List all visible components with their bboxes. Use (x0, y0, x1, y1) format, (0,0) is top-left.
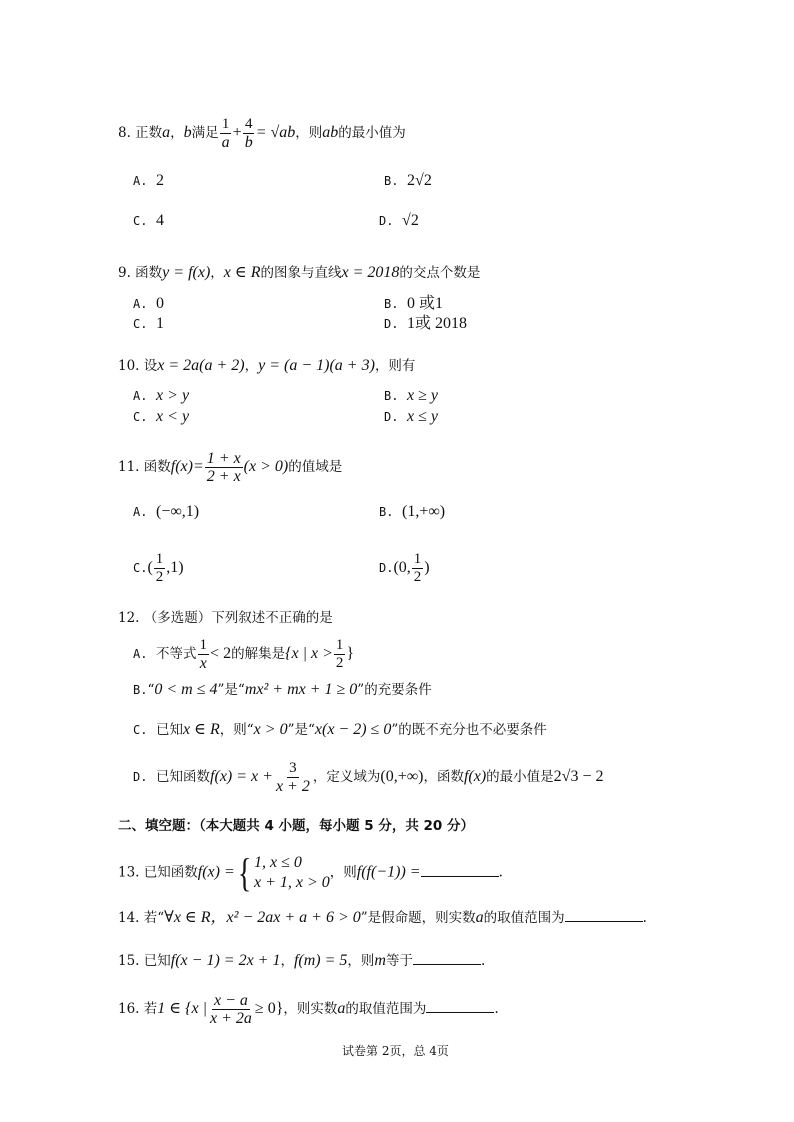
q9-option-a (133, 293, 164, 315)
option-value: 0 (156, 295, 165, 312)
text: ”是“ (217, 682, 245, 698)
text: . (494, 1001, 499, 1017)
frac-num: 1 (155, 551, 164, 567)
frac-num: 1 (199, 637, 208, 653)
q11-option-a (133, 501, 199, 523)
q12-option-a (133, 637, 354, 672)
fraction-1-over-2 (334, 637, 346, 672)
frac-den: 2 (413, 569, 422, 585)
option-value: √2 (402, 212, 419, 229)
q11-fx: f(x)= (170, 458, 204, 475)
option-value: x < y (156, 408, 190, 425)
q8-plus: + (232, 124, 242, 141)
q11-fraction (205, 450, 243, 485)
piecewise-brace (235, 850, 330, 895)
q10-x-expr: x = 2a(a + 2) (157, 357, 245, 374)
math: x(x − 2) ≤ 0 (314, 721, 392, 738)
section-2-heading: 二、填空题：（本大题共 4 小题，每小题 5 分，共 20 分） (118, 818, 475, 834)
ineq: < 2 (210, 645, 232, 662)
q12-option-c (133, 719, 547, 741)
text: ”的既不充分也不必要条件 (391, 722, 547, 738)
math: a (475, 909, 484, 926)
option-value: x ≥ y (407, 387, 439, 404)
option-value: x > y (156, 387, 190, 404)
q11-stem (118, 450, 342, 485)
option-letter: C. (133, 723, 148, 737)
math: 1 ∈ {x | (157, 1000, 208, 1017)
text: “ (147, 682, 155, 698)
q12-option-d (133, 760, 603, 795)
text: 15. 已知 (118, 953, 171, 969)
option-value: 2 (156, 172, 165, 189)
option-value: 2√2 (407, 172, 432, 189)
option-letter: A. (133, 174, 148, 188)
answer-blank[interactable] (413, 950, 481, 965)
option-letter: C. (133, 317, 148, 331)
option-letter: B. (384, 389, 399, 403)
q9-text-suffix: 的交点个数是 (399, 265, 481, 281)
fraction-inequality (208, 992, 254, 1027)
q11-option-d (379, 551, 430, 586)
q9-option-c (133, 313, 164, 335)
fraction-1-over-x (198, 637, 210, 672)
q9-sep: ， (210, 265, 224, 281)
option-value: (1,+∞) (402, 503, 446, 520)
q10-option-a (133, 385, 189, 407)
text: . (642, 910, 647, 926)
option-letter: A. (133, 505, 148, 519)
math: f(x − 1) = 2x + 1 (170, 952, 281, 969)
text: . (480, 953, 486, 969)
option-letter: C. (133, 561, 148, 575)
math: mx² + mx + 1 ≥ 0 (244, 681, 358, 698)
option-letter: D. (379, 561, 394, 575)
math: (0,+∞) (380, 768, 424, 785)
math: ∀x ∈ R，x² − 2ax + a + 6 > 0 (164, 909, 361, 926)
q10-sep: ， (244, 358, 259, 374)
frac-num: x − a (214, 992, 248, 1009)
q8-text-suffix: 的最小值为 (338, 125, 406, 141)
q10-stem (118, 355, 415, 377)
q11-text-prefix: 11. 函数 (118, 459, 171, 475)
q11-option-c (133, 551, 184, 586)
q11-frac-num: 1 + x (206, 450, 241, 467)
text: 14. 若“ (118, 910, 165, 926)
q12-stem: 12. （多选题）下列叙述不正确的是 (118, 610, 333, 626)
q10-option-d (384, 406, 438, 428)
q9-stem (118, 262, 480, 284)
text: ，函数 (423, 769, 464, 785)
q10-text-prefix: 10. 设 (118, 358, 158, 374)
option-letter: C. (133, 410, 148, 424)
q8-frac1-num: 1 (221, 116, 230, 132)
text: 13. 已知函数 (118, 864, 198, 881)
q8-option-d (379, 210, 419, 232)
answer-blank[interactable] (426, 998, 494, 1013)
math: ≥ 0} (254, 1000, 284, 1017)
answer-blank[interactable] (421, 862, 499, 877)
q8-eq-sqrt: = √ab (255, 124, 296, 141)
q11-text-suffix: 的值域是 (288, 459, 343, 475)
math: f(x) = x + (210, 768, 273, 785)
q16-stem (118, 992, 499, 1027)
math: 2√3 − 2 (553, 768, 604, 785)
case-2: x + 1, x > 0 (253, 874, 330, 891)
option-letter: D. (379, 214, 394, 228)
set-pre: {x | x > (285, 645, 333, 662)
math: x > 0 (253, 721, 288, 738)
option-fraction (154, 551, 166, 586)
option-value-pre: (0, (393, 559, 411, 576)
q8-frac1-den: a (221, 134, 230, 151)
q13-stem (118, 850, 503, 895)
q9-func: y = f(x) (162, 264, 211, 281)
option-letter: B. (379, 505, 394, 519)
option-letter: D. (384, 410, 399, 424)
q8-var-b: b (183, 124, 192, 141)
option-value: x ≤ y (407, 408, 439, 425)
text: ，则 (329, 864, 357, 881)
q8-var-ab: ab (322, 124, 339, 141)
option-letter: A. (133, 297, 148, 311)
option-value: 0 或1 (407, 295, 444, 312)
text: 不等式 (156, 646, 197, 662)
option-letter: A. (133, 389, 148, 403)
q9-option-b (384, 293, 443, 315)
option-letter: B. (384, 174, 399, 188)
q10-option-c (133, 406, 189, 428)
q14-stem (118, 907, 647, 929)
set-post: } (346, 645, 355, 662)
frac-den: x + 2a (210, 1010, 252, 1027)
frac-den: 2 (335, 655, 344, 671)
q9-text-prefix: 9. 函数 (118, 265, 163, 281)
text: 已知函数 (156, 769, 211, 785)
q8-text-prefix: 8. 正数 (118, 125, 163, 141)
option-letter: D. (384, 317, 399, 331)
option-value-pre: ( (147, 559, 153, 576)
q10-option-b (384, 385, 438, 407)
q8-var-a: a (162, 124, 171, 141)
q15-stem (118, 950, 485, 972)
text: 等于 (385, 953, 413, 969)
brace-icon: { (237, 850, 252, 895)
q8-frac-1-over-a (220, 116, 232, 151)
q8-option-c (133, 210, 164, 232)
math: f(x) (463, 768, 487, 785)
text: 已知 (156, 722, 184, 738)
text: ”是假命题，则实数 (360, 910, 476, 926)
text: ，定义域为 (312, 769, 381, 785)
frac-den: 2 (155, 569, 164, 585)
text: ，则 (347, 953, 375, 969)
q8-option-a (133, 170, 164, 192)
q11-option-b (379, 501, 445, 523)
text: ”的充要条件 (357, 682, 432, 698)
frac-den: x (199, 655, 207, 672)
text: ， (280, 953, 294, 969)
q8-text-mid: 满足 (191, 125, 219, 141)
option-value: 4 (156, 212, 165, 229)
option-letter: B. (133, 683, 148, 697)
q10-text-suffix: ，则有 (374, 358, 416, 374)
q11-frac-den: 2 + x (206, 468, 241, 485)
option-value-post: ) (424, 559, 430, 576)
q10-y-expr: y = (a − 1)(a + 3) (258, 357, 375, 374)
option-letter: B. (384, 297, 399, 311)
page-footer: 试卷第 2页，总 4页 (342, 1044, 449, 1058)
option-value-post: ,1) (166, 559, 184, 576)
q8-frac-4-over-b (243, 116, 255, 151)
frac-num: 3 (289, 760, 297, 776)
q9-option-d (384, 313, 467, 335)
q9-domain: x ∈ R (223, 264, 261, 281)
math: x ∈ R (183, 721, 220, 738)
math: m (374, 952, 386, 969)
text: ”是“ (287, 722, 315, 738)
q11-cond: (x > 0) (243, 458, 289, 475)
math: 0 < m ≤ 4 (154, 681, 218, 698)
option-value: 1 (156, 315, 165, 332)
q8-frac2-num: 4 (244, 116, 253, 132)
frac-den: x + 2 (275, 778, 310, 795)
q9-text-mid: 的图象与直线 (260, 265, 342, 281)
q8-frac2-den: b (244, 134, 253, 151)
q9-line: x = 2018 (341, 264, 400, 281)
text: ，则“ (219, 722, 254, 738)
frac-num: 1 (335, 637, 344, 653)
q8-text-mid2: ，则 (295, 125, 323, 141)
text: 16. 若 (118, 1001, 158, 1017)
option-fraction (412, 551, 424, 586)
q8-sep: ， (170, 125, 184, 141)
answer-blank[interactable] (565, 907, 643, 922)
math: f(x) = (197, 863, 235, 881)
text: . (498, 864, 503, 881)
option-letter: C. (133, 214, 148, 228)
math: a (337, 1000, 346, 1017)
text: 的最小值是 (486, 769, 554, 785)
text: 的解集是 (231, 646, 286, 662)
text: ，则实数 (283, 1001, 338, 1017)
text: 的取值范围为 (345, 1001, 427, 1017)
fraction-3-over-x-plus-2 (274, 760, 312, 795)
option-letter: A. (133, 647, 148, 661)
case-1: 1, x ≤ 0 (253, 854, 302, 871)
text: 的取值范围为 (483, 910, 565, 926)
q8-stem (118, 116, 406, 151)
q12-option-b (133, 679, 432, 701)
option-letter: D. (133, 770, 148, 784)
math: f(m) = 5 (293, 952, 348, 969)
option-value: 1或 2018 (407, 315, 468, 332)
math: f(f(−1)) = (356, 863, 421, 881)
option-value: (−∞,1) (156, 503, 200, 520)
q8-option-b (384, 170, 432, 192)
frac-num: 1 (413, 551, 422, 567)
piecewise-cases (254, 853, 330, 893)
